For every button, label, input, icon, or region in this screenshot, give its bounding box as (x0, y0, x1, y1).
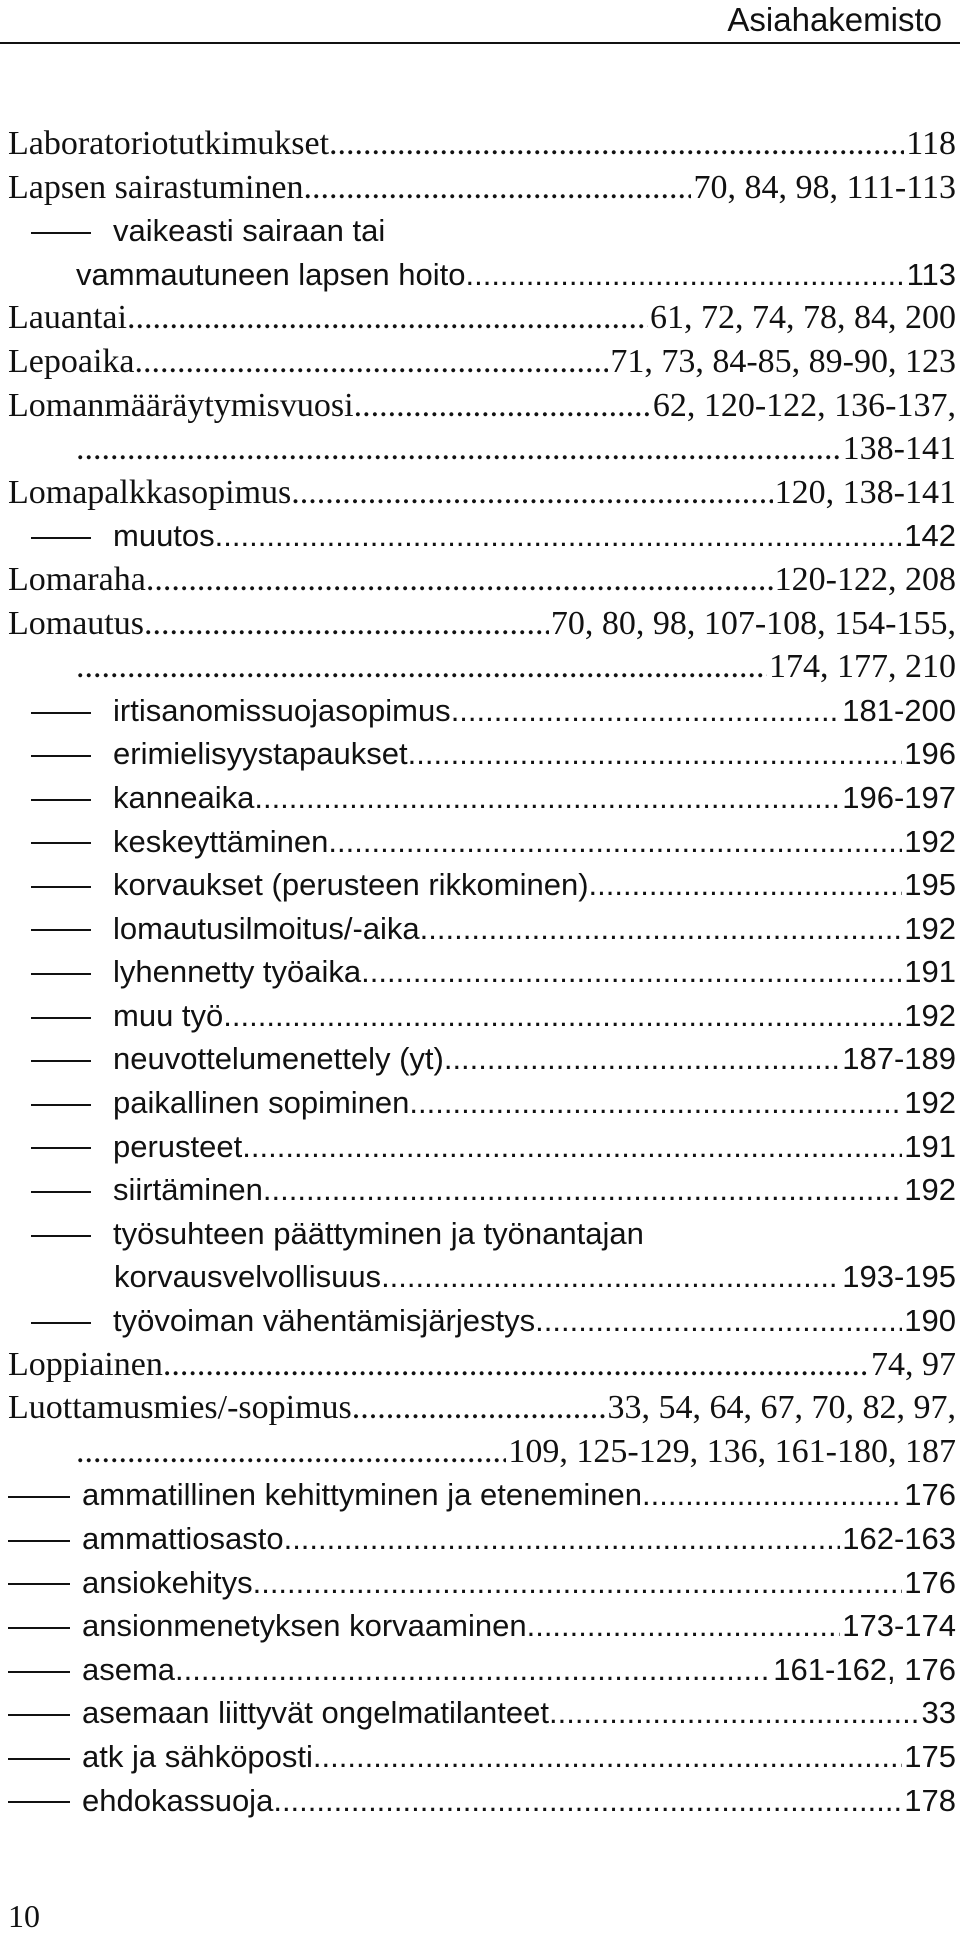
index-term: Lepoaika (8, 342, 135, 380)
index-subentry-continuation (8, 253, 956, 297)
index-term: vammautuneen lapsen hoito (76, 256, 466, 292)
dot-leader (465, 253, 904, 297)
dot-leader (242, 1125, 902, 1169)
index-pages: 181-200 (842, 692, 956, 728)
dot-leader (144, 602, 549, 646)
index-subentry (8, 1168, 956, 1212)
index-pages: 142 (904, 518, 956, 554)
index-subentry (8, 1081, 956, 1125)
dot-leader (263, 1168, 902, 1212)
subentry-dash (31, 1191, 91, 1193)
dot-leader (408, 732, 903, 776)
dot-leader (549, 1691, 920, 1735)
index-pages: 193-195 (842, 1259, 956, 1295)
index-term: Lauantai (8, 299, 127, 337)
dot-leader (215, 514, 903, 558)
index-subentry (8, 1473, 956, 1517)
index-pages: 70, 84, 98, 111-113 (693, 168, 956, 206)
index-pages: 71, 73, 84-85, 89-90, 123 (610, 342, 956, 380)
index-subentry (8, 950, 956, 994)
dot-leader (352, 1386, 606, 1430)
index-term: paikallinen sopiminen (113, 1085, 410, 1121)
index-term: Laboratoriotutkimukset (8, 125, 330, 162)
index-term: ansionmenetyksen korvaaminen (82, 1608, 527, 1644)
dot-leader (76, 645, 767, 689)
index-pages: 161-162, 176 (773, 1651, 956, 1687)
index-subentry (8, 1517, 956, 1561)
index-pages: 162-163 (842, 1521, 956, 1556)
index-term: siirtäminen (113, 1172, 263, 1208)
index-subentry (8, 732, 956, 776)
dot-leader (535, 1299, 902, 1343)
subentry-dash (31, 1322, 91, 1324)
index-subentry-continuation (8, 1255, 956, 1299)
dot-leader (329, 122, 904, 166)
index-subentry (8, 863, 956, 907)
dot-leader (175, 1648, 771, 1692)
index-pages: 120, 138-141 (774, 473, 956, 511)
index-term: Lomanmääräytymisvuosi (8, 386, 354, 424)
dot-leader (409, 1081, 902, 1125)
index-term: Lomapalkkasopimus (8, 473, 292, 511)
index-pages: 173-174 (842, 1608, 956, 1644)
index-entry (8, 471, 956, 515)
index-pages: 74, 97 (871, 1345, 956, 1383)
subentry-dash (8, 1758, 70, 1760)
subentry-dash (31, 973, 91, 975)
index-term: asema (82, 1651, 176, 1687)
index-subentry (8, 209, 956, 253)
index-subentry (8, 689, 956, 733)
index-subentry (8, 1779, 956, 1823)
index-subentry (8, 1299, 956, 1343)
index-pages: 192 (904, 910, 956, 946)
subentry-dash (8, 1671, 70, 1673)
index-term: neuvottelumenettely (yt) (113, 1041, 444, 1077)
index-subentry (8, 1604, 956, 1648)
index-entry (8, 602, 956, 646)
index-pages: 192 (904, 823, 956, 859)
index-pages: 70, 80, 98, 107-108, 154-155, (550, 604, 956, 642)
index-pages: 191 (904, 1128, 956, 1164)
dot-leader (444, 1037, 840, 1081)
index-term: Luottamusmies/-sopimus (8, 1389, 352, 1427)
index-pages: 176 (904, 1477, 956, 1513)
index-pages: 192 (904, 1172, 956, 1208)
index-term: korvaukset (perusteen rikkominen) (113, 867, 589, 903)
index-term: lyhennetty työaika (113, 954, 362, 990)
index-entry-continuation (8, 427, 956, 471)
subentry-dash (8, 1714, 70, 1716)
index-pages: 109, 125-129, 136, 161-180, 187 (508, 1432, 956, 1470)
dot-leader (451, 689, 841, 733)
subentry-dash (31, 712, 91, 714)
index-pages: 176 (904, 1564, 956, 1600)
index-subentry (8, 514, 956, 558)
page-number: 10 (8, 1898, 40, 1934)
index-pages: 191 (904, 954, 956, 990)
index-term: erimielisyystapaukset (113, 736, 408, 772)
index-pages: 62, 120-122, 136-137, (652, 386, 956, 424)
page-header-title: Asiahakemisto (727, 1, 942, 38)
subentry-dash (31, 886, 91, 888)
index-pages: 195 (904, 867, 956, 903)
index-term: vaikeasti sairaan tai (113, 213, 386, 249)
index-pages: 175 (904, 1738, 956, 1774)
index-subentry (8, 1037, 956, 1081)
subentry-dash (8, 1627, 70, 1629)
index-term: lomautusilmoitus/-aika (113, 910, 420, 946)
index-entry (8, 340, 956, 384)
dot-leader (76, 1430, 506, 1474)
index-pages: 174, 177, 210 (769, 648, 956, 686)
dot-leader (76, 427, 841, 471)
index-pages: 192 (904, 997, 956, 1033)
index-pages: 196 (904, 736, 956, 772)
index-pages: 113 (906, 256, 956, 292)
index-entry (8, 384, 956, 428)
index-subentry (8, 1125, 956, 1169)
index-term: Lomaraha (8, 560, 146, 598)
subentry-dash (8, 1540, 70, 1542)
subentry-dash (31, 842, 91, 844)
index-term: keskeyttäminen (113, 823, 329, 859)
index-pages: 33, 54, 64, 67, 70, 82, 97, (607, 1389, 956, 1427)
dot-leader (642, 1473, 902, 1517)
subentry-dash (31, 537, 91, 539)
index-subentry (8, 820, 956, 864)
index-subentry (8, 1212, 956, 1256)
subentry-dash (31, 755, 91, 757)
index-term: irtisanomissuojasopimus (113, 692, 451, 728)
index-subentry (8, 907, 956, 951)
index-pages: 118 (906, 125, 956, 162)
header-rule (0, 42, 960, 44)
index-pages: 33 (921, 1695, 956, 1731)
subentry-dash (31, 232, 91, 234)
index-term: Loppiainen (8, 1345, 163, 1383)
index-entry-continuation (8, 645, 956, 689)
index-entry (8, 296, 956, 340)
dot-leader (313, 1735, 902, 1779)
index-term: korvausvelvollisuus (114, 1259, 382, 1295)
dot-leader (291, 471, 772, 515)
index-term: Lapsen sairastuminen (8, 168, 304, 206)
dot-leader (273, 1779, 902, 1823)
index-term: työsuhteen päättyminen ja työnantajan (113, 1215, 644, 1251)
dot-leader (304, 166, 692, 210)
index-term: ammattiosasto (82, 1521, 284, 1556)
index-term: asemaan liittyvät ongelmatilanteet (82, 1695, 549, 1731)
index-subentry (8, 1648, 956, 1692)
index-pages: 187-189 (842, 1041, 956, 1077)
index-entry-continuation (8, 1430, 956, 1474)
dot-leader (135, 340, 609, 384)
index-subentry (8, 1561, 956, 1605)
index-subentry (8, 1735, 956, 1779)
subject-index (8, 122, 956, 1822)
subentry-dash (31, 1235, 91, 1237)
index-entry (8, 1343, 956, 1387)
index-term: atk ja sähköposti (82, 1738, 313, 1774)
dot-leader (146, 558, 773, 602)
dot-leader (127, 296, 648, 340)
index-term: muutos (113, 518, 215, 554)
index-subentry (8, 776, 956, 820)
index-term: kanneaika (113, 779, 255, 815)
index-term: työvoiman vähentämisjärjestys (113, 1303, 536, 1339)
dot-leader (328, 820, 902, 864)
dot-leader (381, 1255, 840, 1299)
index-term: muu työ (113, 997, 224, 1033)
index-pages: 178 (904, 1782, 956, 1818)
index-pages: 190 (904, 1303, 956, 1339)
index-term: ehdokassuoja (82, 1782, 274, 1818)
subentry-dash (31, 1017, 91, 1019)
subentry-dash (31, 799, 91, 801)
dot-leader (253, 1561, 903, 1605)
dot-leader (361, 950, 902, 994)
subentry-dash (31, 1104, 91, 1106)
subentry-dash (8, 1496, 70, 1498)
dot-leader (284, 1517, 841, 1561)
index-term: ansiokehitys (82, 1564, 253, 1600)
dot-leader (223, 994, 902, 1038)
index-pages: 138-141 (842, 430, 956, 468)
index-entry (8, 122, 956, 166)
index-entry (8, 166, 956, 210)
dot-leader (420, 907, 903, 951)
index-pages: 61, 72, 74, 78, 84, 200 (650, 299, 956, 337)
dot-leader (163, 1343, 869, 1387)
subentry-dash (31, 929, 91, 931)
index-term: Lomautus (8, 604, 144, 642)
index-term: perusteet (113, 1128, 243, 1164)
index-entry (8, 558, 956, 602)
subentry-dash (31, 1060, 91, 1062)
dot-leader (527, 1604, 841, 1648)
index-term: ammatillinen kehittyminen ja eteneminen (82, 1477, 643, 1513)
dot-leader (589, 863, 903, 907)
subentry-dash (8, 1801, 70, 1803)
index-subentry (8, 994, 956, 1038)
dot-leader (254, 776, 840, 820)
dot-leader (354, 384, 651, 428)
index-pages: 196-197 (842, 779, 956, 815)
index-pages: 192 (904, 1085, 956, 1121)
index-pages: 120-122, 208 (774, 560, 956, 598)
index-entry (8, 1386, 956, 1430)
subentry-dash (8, 1583, 70, 1585)
subentry-dash (31, 1147, 91, 1149)
index-subentry (8, 1691, 956, 1735)
